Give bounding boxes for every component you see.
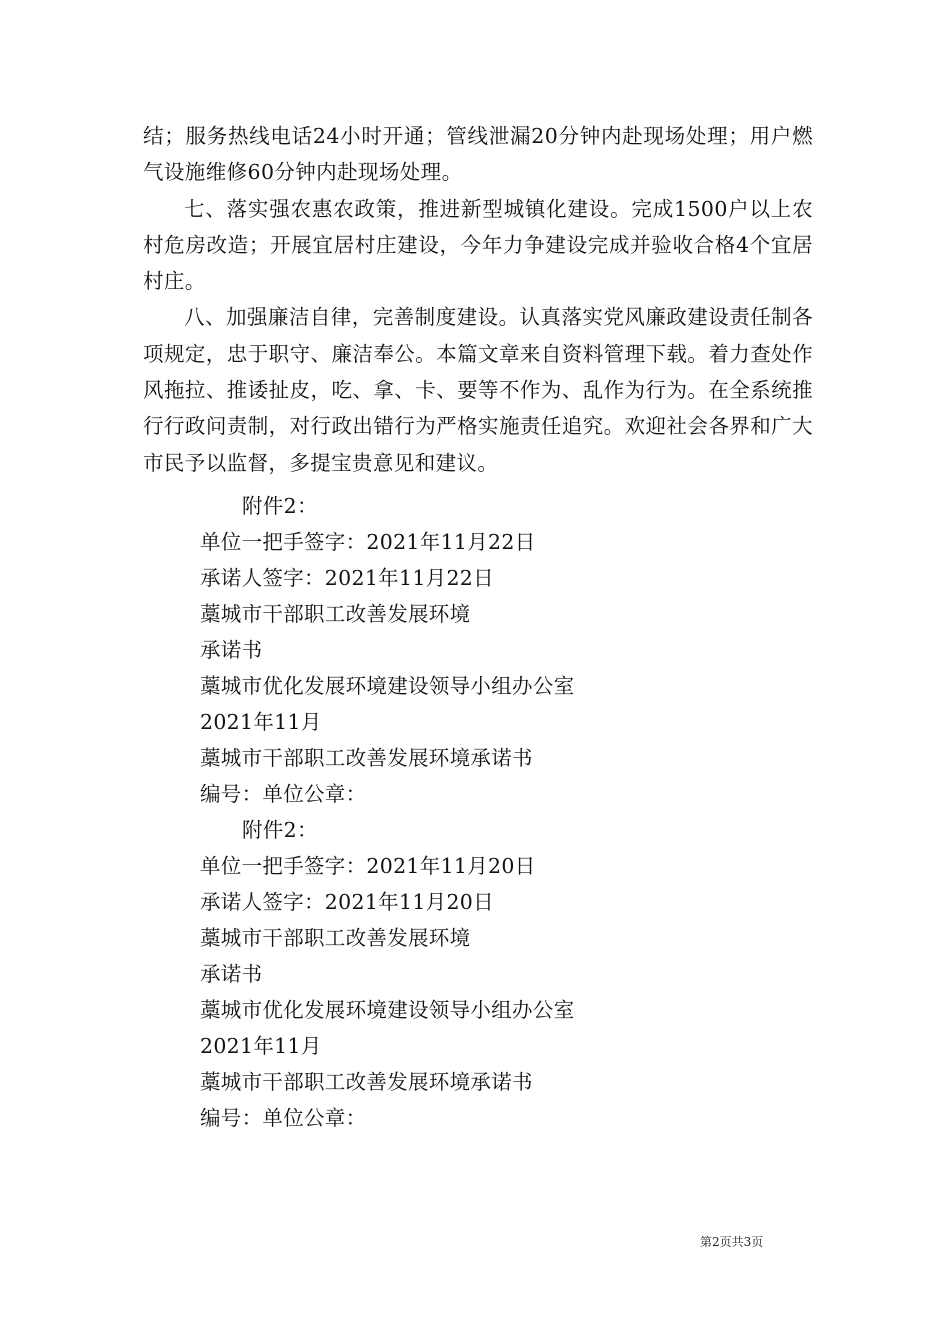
leader-signature: 单位一把手签字：2021年11月20日 — [200, 854, 536, 878]
attachment-label: 附件2： — [242, 494, 318, 518]
issuing-office: 藁城市优化发展环境建设领导小组办公室 — [200, 998, 575, 1022]
number-seal: 编号：单位公章： — [200, 782, 367, 806]
title-line-1: 藁城市干部职工改善发展环境 — [200, 926, 471, 950]
issue-date: 2021年11月 — [200, 710, 322, 734]
page-number-footer: 第2页共3页 — [700, 1235, 764, 1249]
attachment-block — [200, 812, 574, 1136]
number-seal: 编号：单位公章： — [200, 1106, 367, 1130]
paragraph-integrity: 八、加强廉洁自律，完善制度建设。认真落实党风廉政建设责任制各项规定，忠于职守、廉洁奉公。本篇文章来自资料管理下载。着力查处作风拖拉、推诿扯皮，吃、拿、卡、要等不作为、乱作为行为。在全系统推行行政问责制，对行政出错行为严格实施责任追究。欢迎社会各界和广大市民予以监督，多提宝贵意见和建议。 — [143, 305, 813, 475]
paragraph-continuation: 结；服务热线电话24小时开通；管线泄漏20分钟内赴现场处理；用户燃气设施维修60分钟内赴现场处理。 — [143, 124, 813, 185]
title-line-1: 藁城市干部职工改善发展环境 — [200, 602, 471, 626]
full-title: 藁城市干部职工改善发展环境承诺书 — [200, 1070, 533, 1094]
leader-signature: 单位一把手签字：2021年11月22日 — [200, 530, 536, 554]
issue-date: 2021年11月 — [200, 1034, 322, 1058]
issuing-office: 藁城市优化发展环境建设领导小组办公室 — [200, 674, 575, 698]
attachment-label: 附件2： — [242, 818, 318, 842]
paragraph-rural-policy: 七、落实强农惠农政策，推进新型城镇化建设。完成1500户以上农村危房改造；开展宜居村庄建设，今年力争建设完成并验收合格4个宜居村庄。 — [143, 196, 813, 294]
body-text — [143, 118, 813, 481]
attachment-block — [200, 488, 574, 812]
full-title: 藁城市干部职工改善发展环境承诺书 — [200, 746, 533, 770]
title-line-2: 承诺书 — [200, 962, 263, 986]
promisor-signature: 承诺人签字：2021年11月20日 — [200, 890, 494, 914]
title-line-2: 承诺书 — [200, 638, 263, 662]
promisor-signature: 承诺人签字：2021年11月22日 — [200, 566, 494, 590]
